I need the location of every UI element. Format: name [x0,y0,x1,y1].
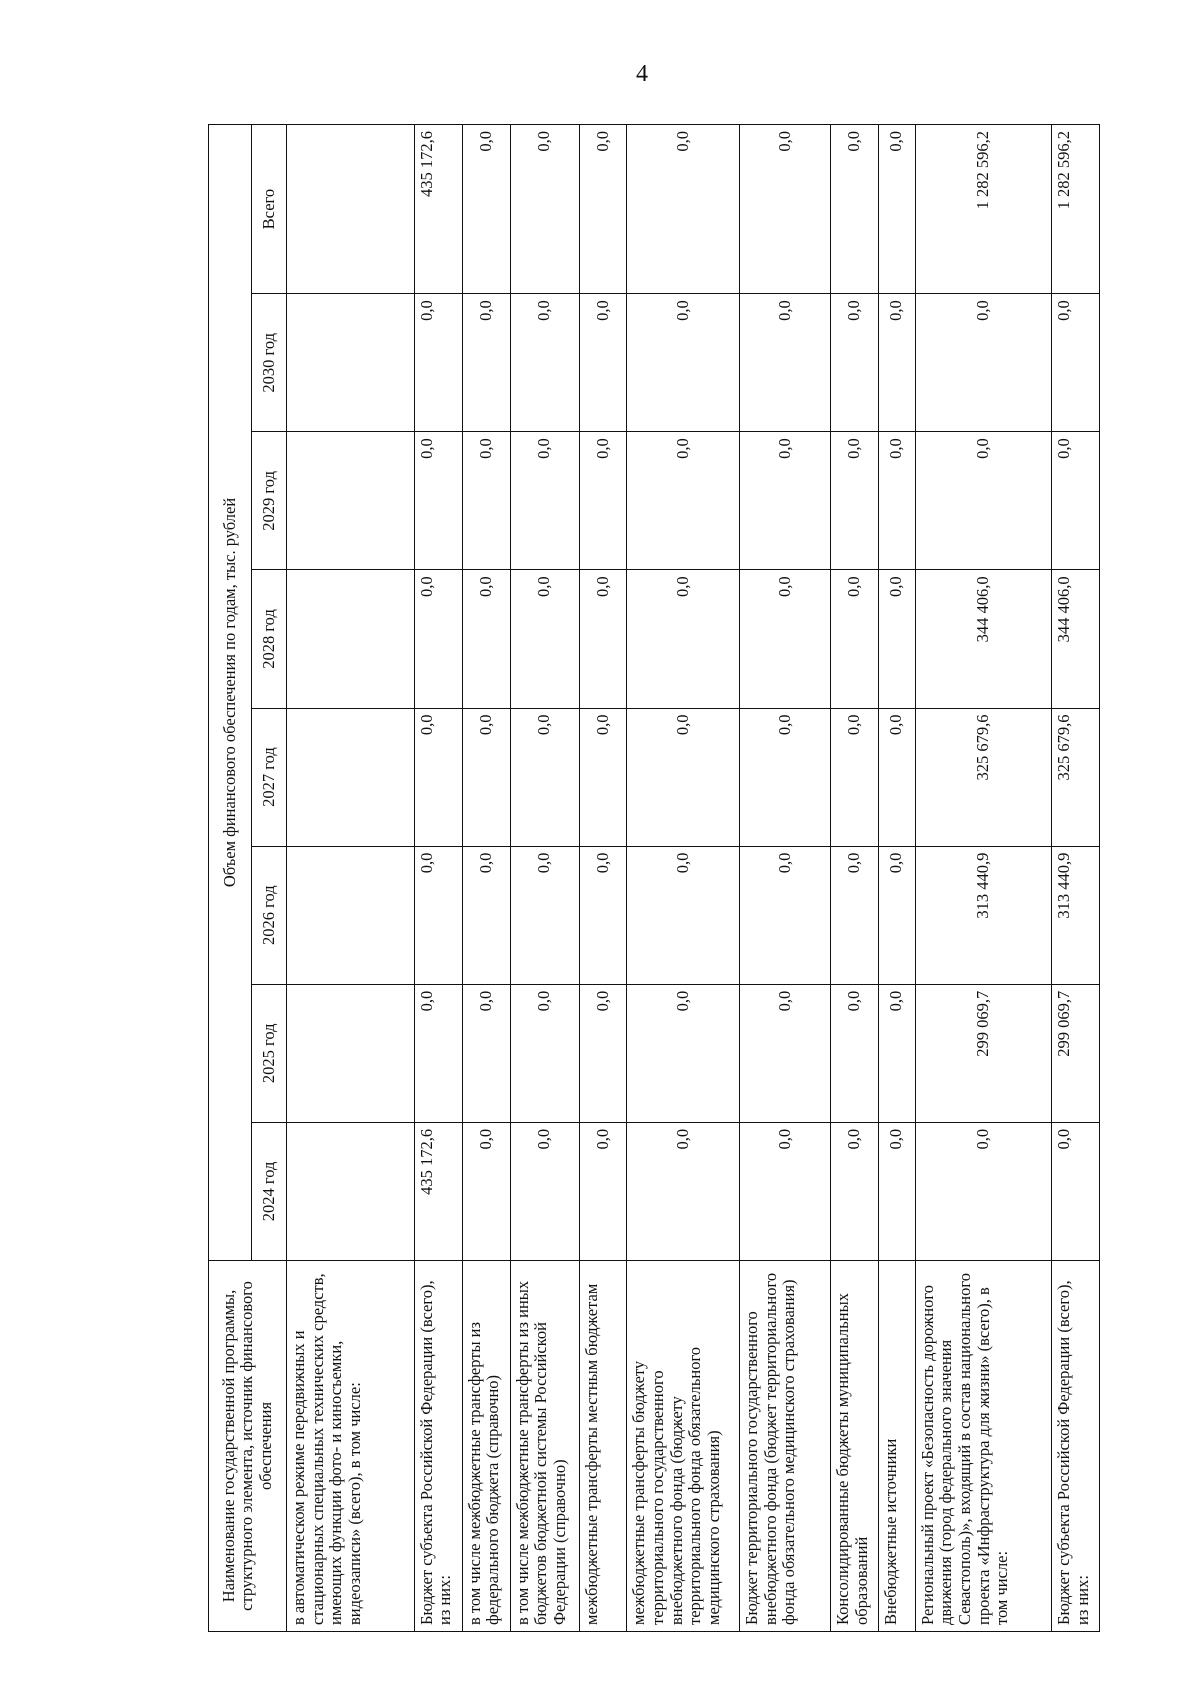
header-year-2028: 2028 год [252,570,287,708]
value-cell: 344 406,0 [915,570,1051,708]
table-row [287,125,415,1632]
row-name-cell: Внебюджетные источники [878,1260,915,1631]
value-cell: 344 406,0 [1052,570,1100,708]
value-cell: 0,0 [1052,432,1100,570]
table-row [1052,125,1100,1632]
value-cell: 0,0 [878,984,915,1122]
value-cell: 313 440,9 [915,846,1051,984]
value-cell: 0,0 [627,846,740,984]
value-cell: 325 679,6 [1052,708,1100,846]
header-total: Всего [252,125,287,294]
value-cell: 0,0 [830,1122,878,1260]
row-name-cell: Бюджет субъекта Российской Федерации (всего), из них: [414,1260,462,1631]
value-cell: 435 172,6 [414,125,462,294]
value-cell: 0,0 [830,432,878,570]
value-cell: 435 172,6 [414,1122,462,1260]
row-name-cell: межбюджетные трансферты бюджету территориального государственного внебюджетного фонда (бюджету территориального фонда обязательного медицинского страхования) [627,1260,740,1631]
value-cell: 0,0 [579,432,627,570]
row-name-cell: Бюджет субъекта Российской Федерации (всего), из них: [1052,1260,1100,1631]
table-row [510,125,579,1632]
value-cell: 0,0 [510,1122,579,1260]
value-cell: 0,0 [740,294,831,432]
header-year-2026: 2026 год [252,846,287,984]
value-cell: 0,0 [740,570,831,708]
value-cell: 0,0 [510,708,579,846]
row-name-cell: Консолидированные бюджеты муниципальных образований [830,1260,878,1631]
value-cell: 0,0 [627,432,740,570]
value-cell: 0,0 [915,432,1051,570]
value-cell: 0,0 [414,570,462,708]
value-cell [287,432,415,570]
table-row [462,125,510,1632]
value-cell: 0,0 [1052,1122,1100,1260]
value-cell: 0,0 [579,1122,627,1260]
value-cell: 0,0 [878,708,915,846]
value-cell: 0,0 [462,708,510,846]
value-cell: 0,0 [915,1122,1051,1260]
value-cell: 0,0 [579,294,627,432]
row-name-cell: Бюджет территориального государственного внебюджетного фонда (бюджет территориального фонда обязательного медицинского страхования) [740,1260,831,1631]
value-cell: 1 282 596,2 [1052,125,1100,294]
value-cell: 0,0 [627,1122,740,1260]
value-cell: 1 282 596,2 [915,125,1051,294]
header-volume-cell: Объем финансового обеспечения по годам, тыс. рублей [209,125,252,1261]
value-cell: 0,0 [414,984,462,1122]
value-cell: 0,0 [627,125,740,294]
value-cell: 0,0 [830,125,878,294]
value-cell: 0,0 [740,125,831,294]
value-cell: 0,0 [510,125,579,294]
table-row [740,125,831,1632]
value-cell: 0,0 [740,846,831,984]
value-cell: 0,0 [878,294,915,432]
value-cell: 325 679,6 [915,708,1051,846]
header-name-cell: Наименование государственной программы, структурного элемента, источник финансового обеспечения [209,1260,287,1631]
table-row [878,125,915,1632]
row-name-cell: межбюджетные трансферты местным бюджетам [579,1260,627,1631]
value-cell: 0,0 [462,432,510,570]
value-cell [287,570,415,708]
value-cell [287,125,415,294]
value-cell: 0,0 [830,984,878,1122]
value-cell: 299 069,7 [1052,984,1100,1122]
value-cell: 0,0 [627,708,740,846]
value-cell: 0,0 [740,432,831,570]
value-cell: 0,0 [830,846,878,984]
header-year-2024: 2024 год [252,1122,287,1260]
value-cell: 0,0 [830,708,878,846]
value-cell: 0,0 [740,984,831,1122]
header-year-2030: 2030 год [252,294,287,432]
value-cell: 0,0 [462,294,510,432]
table-row [915,125,1051,1632]
page-number: 4 [636,61,648,87]
value-cell [287,1122,415,1260]
value-cell [287,708,415,846]
value-cell: 0,0 [462,846,510,984]
value-cell: 0,0 [830,570,878,708]
value-cell: 0,0 [878,125,915,294]
value-cell: 0,0 [414,708,462,846]
value-cell: 0,0 [878,1122,915,1260]
value-cell: 0,0 [878,570,915,708]
row-name-cell: в том числе межбюджетные трансферты из иных бюджетов бюджетной системы Российской Федерации (справочно) [510,1260,579,1631]
value-cell [287,294,415,432]
value-cell: 0,0 [579,708,627,846]
value-cell: 0,0 [1052,294,1100,432]
table-row [627,125,740,1632]
header-year-2029: 2029 год [252,432,287,570]
value-cell: 0,0 [740,708,831,846]
value-cell: 0,0 [462,1122,510,1260]
value-cell: 0,0 [579,846,627,984]
value-cell: 0,0 [462,570,510,708]
table-row [414,125,462,1632]
header-year-2025: 2025 год [252,984,287,1122]
row-name-cell: в том числе межбюджетные трансферты из федерального бюджета (справочно) [462,1260,510,1631]
value-cell: 0,0 [915,294,1051,432]
row-name-cell: в автоматическом режиме передвижных и стационарных специальных технических средств, имеющих функции фото- и киносъемки, видеозаписи» (всего), в том числе: [287,1260,415,1631]
header-year-2027: 2027 год [252,708,287,846]
value-cell: 0,0 [414,432,462,570]
value-cell: 0,0 [878,432,915,570]
row-name-cell: Региональный проект «Безопасность дорожного движения (город федерального значения Севастополь)», входящий в состав национального проекта «Инфраструктура для жизни» (всего), в том числе: [915,1260,1051,1631]
value-cell: 0,0 [579,570,627,708]
value-cell: 0,0 [830,294,878,432]
value-cell: 0,0 [414,846,462,984]
rotated-table-wrapper [208,124,1100,1632]
value-cell: 0,0 [740,1122,831,1260]
value-cell: 0,0 [462,125,510,294]
value-cell: 0,0 [627,294,740,432]
header-row-1 [209,125,252,1632]
value-cell: 313 440,9 [1052,846,1100,984]
value-cell: 0,0 [510,846,579,984]
value-cell: 0,0 [579,984,627,1122]
value-cell: 0,0 [878,846,915,984]
value-cell: 0,0 [510,984,579,1122]
table-row [579,125,627,1632]
value-cell: 0,0 [579,125,627,294]
value-cell: 0,0 [510,432,579,570]
financing-table [208,124,1100,1632]
value-cell [287,846,415,984]
value-cell: 0,0 [510,570,579,708]
value-cell: 0,0 [414,294,462,432]
value-cell: 299 069,7 [915,984,1051,1122]
value-cell: 0,0 [462,984,510,1122]
value-cell: 0,0 [510,294,579,432]
value-cell [287,984,415,1122]
value-cell: 0,0 [627,570,740,708]
table-row [830,125,878,1632]
value-cell: 0,0 [627,984,740,1122]
